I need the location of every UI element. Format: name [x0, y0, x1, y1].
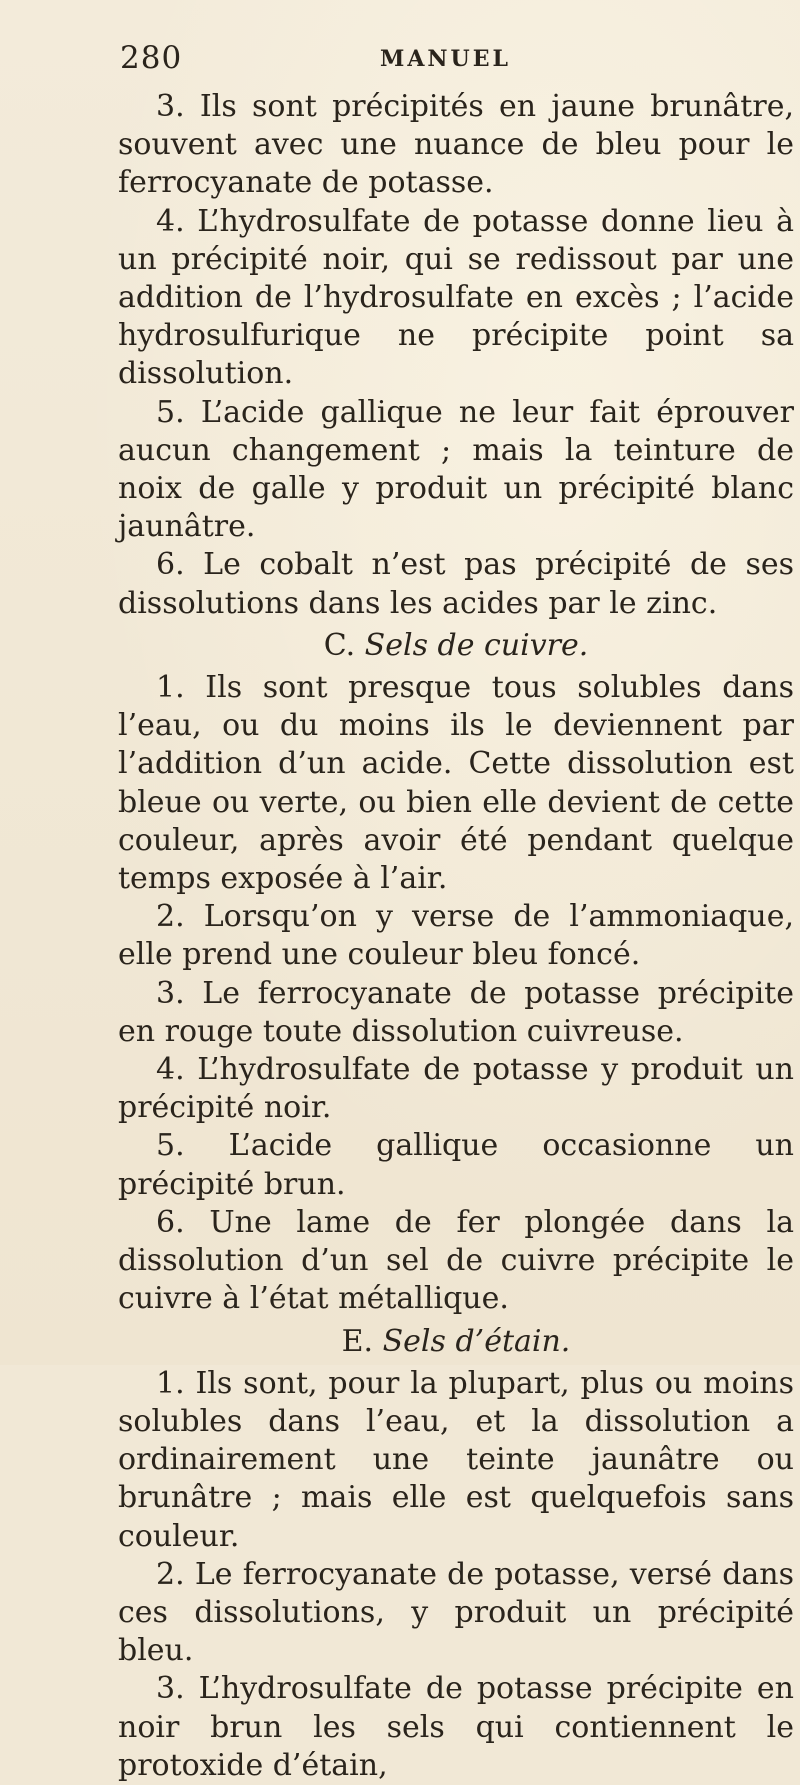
section-letter: E.: [341, 1323, 374, 1359]
page-header: [0, 40, 800, 88]
running-head: MANUEL: [380, 46, 511, 72]
paragraph: 1. Ils sont presque tous solubles dans l’eau, ou du moins ils le deviennent par l’addition d’un acide. Cette dissolution est bleue ou verte, ou bien elle devient de cette couleur, après avoir été pendant quelque temps exposée à l’air.: [118, 670, 794, 897]
paragraph: 6. Une lame de fer plongée dans la dissolution d’un sel de cuivre précipite le cuivre à l’état métallique.: [118, 1204, 794, 1317]
paragraph: 2. Le ferrocyanate de potasse, versé dans ces dissolutions, y produit un précipité bleu.: [118, 1556, 794, 1669]
paragraph: 3. Ils sont précipités en jaune brunâtre, souvent avec une nuance de bleu pour le ferrocyanate de potasse.: [118, 89, 794, 201]
paragraph: 4. L’hydrosulfate de potasse y produit un précipité noir.: [118, 1052, 794, 1126]
paragraph: 6. Le cobalt n’est pas précipité de ses dissolutions dans les acides par le zinc.: [118, 547, 794, 621]
paragraph: 3. Le ferrocyanate de potasse précipite en rouge toute dissolution cuivreuse.: [118, 975, 794, 1049]
paragraph: 5. L’acide gallique occasionne un précipité brun.: [118, 1128, 794, 1202]
paragraph: 5. L’acide gallique ne leur fait éprouver aucun changement ; mais la teinture de noix de galle y produit un précipité blanc jaunâtre.: [118, 394, 794, 545]
section-title: Sels d’étain.: [382, 1323, 571, 1359]
page-number: 280: [120, 40, 183, 76]
section-heading-cuivre: [118, 627, 794, 665]
paragraph: 1. Ils sont, pour la plupart, plus ou moins solubles dans l’eau, et la dissolution a ordinairement une teinte jaunâtre ou brunâtre ; mais elle est quelquefois sans couleur.: [118, 1365, 794, 1554]
section-heading-etain: [118, 1323, 794, 1361]
section-letter: C.: [323, 627, 356, 663]
paragraph: 2. Lorsqu’on y verse de l’ammoniaque, elle prend une couleur bleu foncé.: [118, 899, 794, 973]
page-text: [118, 88, 794, 1785]
paragraph: 4. L’hydrosulfate de potasse donne lieu à un précipité noir, qui se redissout par une addition de l’hydrosulfate en excès ; l’acide hydrosulfurique ne précipite point sa dissolution.: [118, 203, 794, 392]
paragraph: 3. L’hydrosulfate de potasse précipite en noir brun les sels qui contiennent le protoxide d’étain,: [118, 1671, 794, 1783]
section-title: Sels de cuivre.: [364, 627, 589, 663]
